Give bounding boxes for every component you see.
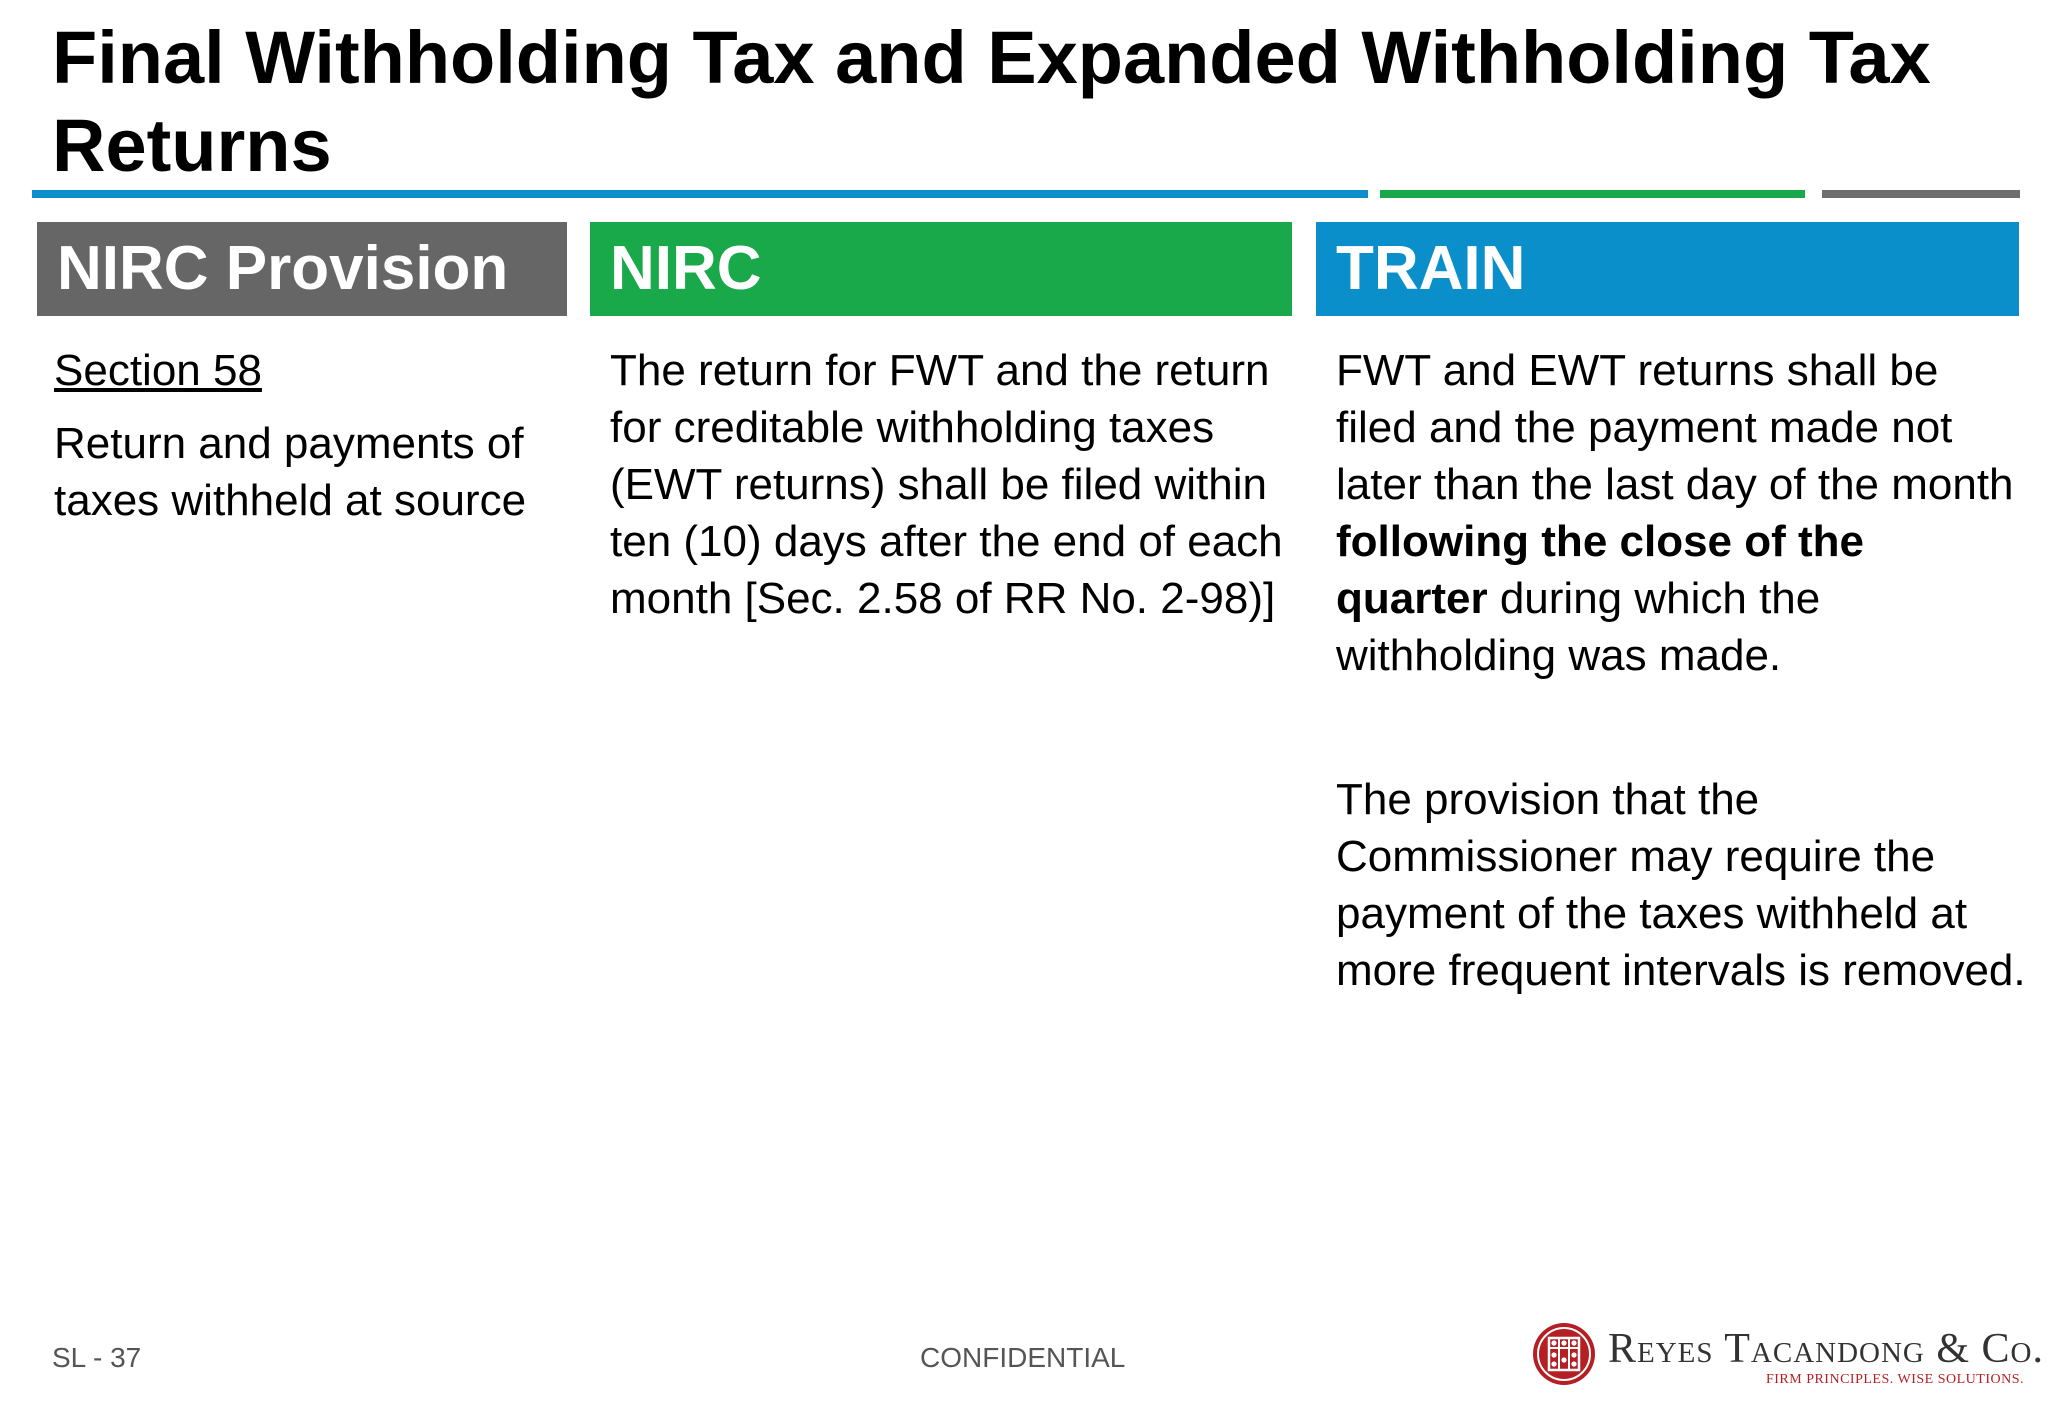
slide-title: Final Withholding Tax and Expanded Withholding Tax Returns bbox=[52, 16, 1931, 187]
train-filing-rule-text bbox=[1336, 342, 2026, 684]
firm-name: Reyes Tacandong & Co. bbox=[1608, 1326, 2044, 1372]
train-text-before: FWT and EWT returns shall be filed and the payment made not later than the last day of the month bbox=[1336, 346, 2014, 509]
title-rule-gray bbox=[1822, 190, 2020, 198]
section-description: Return and payments of taxes withheld at source bbox=[54, 419, 527, 525]
column-body-nirc-provision bbox=[54, 342, 564, 529]
firm-logo bbox=[1532, 1322, 2044, 1388]
column-header-nirc-provision: NIRC Provision bbox=[37, 222, 567, 316]
confidential-label: CONFIDENTIAL bbox=[920, 1342, 1126, 1373]
abacus-logo-icon bbox=[1532, 1322, 1596, 1386]
title-rule-blue bbox=[32, 190, 1368, 198]
title-rule-green bbox=[1380, 190, 1805, 198]
section-label: Section 58 bbox=[54, 346, 262, 395]
column-header-nirc: NIRC bbox=[590, 222, 1292, 316]
firm-tagline: FIRM PRINCIPLES. WISE SOLUTIONS. bbox=[1765, 1372, 2024, 1387]
column-body-train bbox=[1336, 342, 2026, 999]
slide-number: SL - 37 bbox=[52, 1342, 142, 1373]
nirc-rule-text: The return for FWT and the return for creditable withholding taxes (EWT returns) shall be filed within ten (10) days after the end of each month [Sec. 2.58 of RR No. 2-98)] bbox=[610, 346, 1283, 623]
train-text-emphasis: following the close of the quarter bbox=[1336, 517, 1864, 623]
column-header-train: TRAIN bbox=[1316, 222, 2019, 316]
train-text-after: during which the withholding was made. bbox=[1336, 574, 1821, 680]
column-body-nirc bbox=[610, 342, 1290, 627]
train-removed-provision-text: The provision that the Commissioner may require the payment of the taxes withheld at more frequent intervals is removed. bbox=[1336, 775, 2026, 995]
